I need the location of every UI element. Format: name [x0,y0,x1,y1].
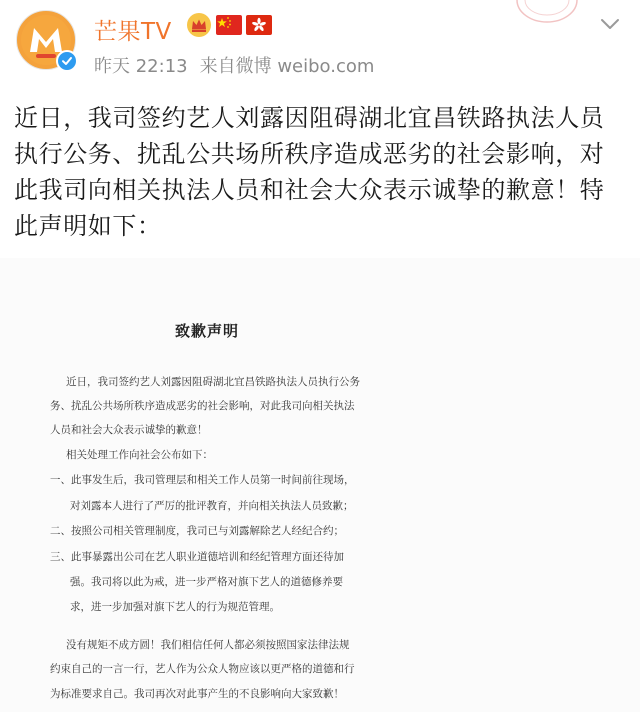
watermark-stamp-icon [512,0,582,26]
post-meta [94,52,374,78]
post-source[interactable]: 来自微博 weibo.com [199,56,375,77]
chevron-down-icon[interactable] [598,14,622,34]
statement-line: 相关处理工作向社会公布如下： [66,449,213,461]
post-time: 昨天 22:13 [94,56,188,77]
statement-line: 约束自己的一言一行，艺人作为公众人物应该以更严格的道德和行 [50,663,355,675]
statement-line: 对刘露本人进行了严厉的批评教育，并向相关执法人员致歉； [70,500,354,512]
statement-line: 二、按照公司相关管理制度，我司已与刘露解除艺人经纪合约； [50,525,344,537]
china-flag-icon [216,12,242,38]
statement-line: 务、扰乱公共场所秩序造成恶劣的社会影响，对此我司向相关执法 [50,400,355,412]
statement-title: 致歉声明 [175,322,240,340]
statement-line: 为标准要求自己。我司再次对此事产生的不良影响向大家致歉！ [50,688,344,700]
statement-line: 人员和社会大众表示诚挚的歉意！ [50,424,208,436]
statement-line: 三、此事暴露出公司在艺人职业道德培训和经纪管理方面还待加 [50,551,344,563]
avatar[interactable] [16,10,76,70]
statement-line: 没有规矩不成方圆！我们相信任何人都必须按照国家法律法规 [66,639,350,651]
post-text: 近日，我司签约艺人刘露因阻碍湖北宜昌铁路执法人员执行公务、扰乱公共场所秩序造成恶劣的社会影响，对此我司向相关执法人员和社会大众表示诚挚的歉意！特此声明如下： [14,104,605,240]
crown-icon [186,12,212,38]
statement-line: 近日，我司签约艺人刘露因阻碍湖北宜昌铁路执法人员执行公务 [66,376,360,388]
user-badges [186,12,272,38]
hong-kong-flag-icon [246,12,272,38]
verified-icon [56,50,78,72]
attached-statement-image[interactable] [0,258,640,712]
post-header [0,0,640,92]
statement-line: 求，进一步加强对旗下艺人的行为规范管理。 [70,601,280,613]
statement-document [50,258,400,712]
statement-line: 强。我司将以此为戒，进一步严格对旗下艺人的道德修养要 [70,576,343,588]
statement-line: 一、此事发生后，我司管理层和相关工作人员第一时间前往现场， [50,474,355,486]
user-name[interactable]: 芒果TV [94,19,172,45]
